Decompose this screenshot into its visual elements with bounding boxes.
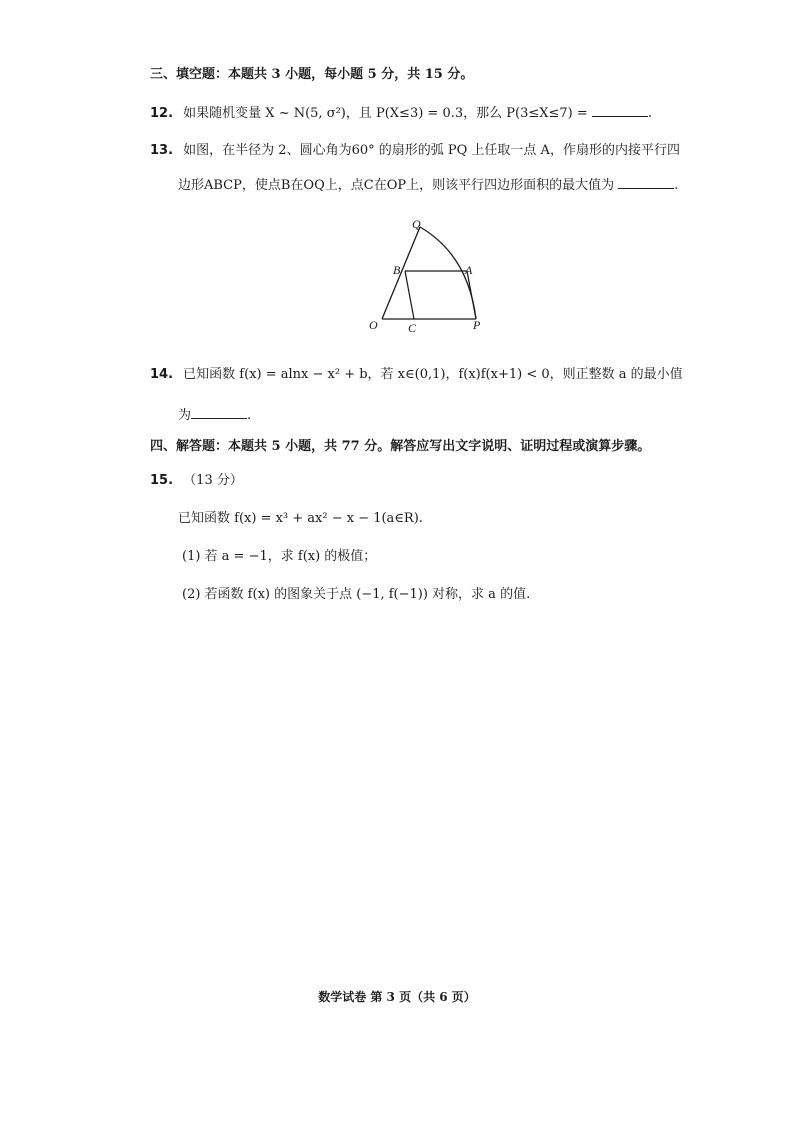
section-4-header (150, 438, 650, 456)
question-14-answer-blank[interactable] (191, 406, 247, 419)
question-13-text-line-1: 如图，在半径为 2、圆心角为60° 的扇形的弧 PQ 上任取一点 A，作扇形的内接平行四 (183, 143, 680, 158)
question-14-text-line-2: 为 (178, 408, 192, 423)
question-13-line-1 (150, 142, 680, 160)
page-footer (0, 988, 794, 1005)
label-A: A (465, 263, 473, 277)
question-15-stem-text: 已知函数 f(x) = x³ + ax² − x − 1(a∈R). (178, 511, 423, 526)
question-14-line-1 (150, 366, 683, 384)
label-Q: Q (412, 217, 421, 231)
segment-OQ (382, 227, 420, 319)
question-13-number: 13. (150, 143, 174, 158)
section-4-header-text: 四、解答题：本题共 5 小题，共 77 分。解答应写出文字说明、证明过程或演算步骤。 (150, 439, 651, 454)
question-15-stem (178, 510, 423, 528)
section-3-header-text: 三、填空题：本题共 3 小题，每小题 5 分，共 15 分。 (150, 67, 474, 82)
question-15-number: 15. (150, 473, 174, 488)
question-15-part-2-text: (2) 若函数 f(x) 的图象关于点 (−1, f(−1)) 对称，求 a 的值. (182, 587, 531, 602)
question-15-points: （13 分） (183, 473, 243, 488)
label-O: O (369, 318, 378, 332)
question-12-text: 如果随机变量 X ~ N(5, σ²)，且 P(X≤3) = 0.3，那么 P(3≤X≤7) = (183, 106, 588, 121)
segment-AP (467, 271, 476, 319)
question-13-line-2 (178, 176, 678, 195)
question-15-header (150, 472, 243, 490)
question-15-part-1-text: (1) 若 a = −1，求 f(x) 的极值； (182, 549, 377, 564)
page-footer-text: 数学试卷 第 3 页（共 6 页） (318, 990, 476, 1004)
question-12 (150, 104, 652, 123)
label-C: C (408, 321, 417, 335)
question-12-end: . (647, 106, 653, 121)
question-14-text-line-1: 已知函数 f(x) = alnx − x² + b，若 x∈(0,1)，f(x)f(x+1) < 0，则正整数 a 的最小值 (183, 367, 683, 382)
question-14-line-2 (178, 406, 251, 425)
question-12-number: 12. (150, 106, 174, 121)
question-14-end: . (247, 408, 252, 423)
question-13-text-line-2: 边形ABCP，使点B在OQ上，点C在OP上，则该平行四边形面积的最大值为 (178, 178, 615, 193)
label-P: P (473, 318, 481, 332)
segment-BC (405, 271, 414, 319)
question-13-end: . (674, 178, 679, 193)
question-15-part-2 (182, 586, 530, 604)
question-14-number: 14. (150, 367, 174, 382)
sector-figure (360, 215, 500, 340)
question-12-answer-blank[interactable] (592, 104, 648, 117)
question-13-answer-blank[interactable] (618, 176, 674, 189)
label-B: B (393, 263, 401, 277)
question-15-part-1 (182, 548, 376, 566)
section-3-header (150, 66, 473, 84)
